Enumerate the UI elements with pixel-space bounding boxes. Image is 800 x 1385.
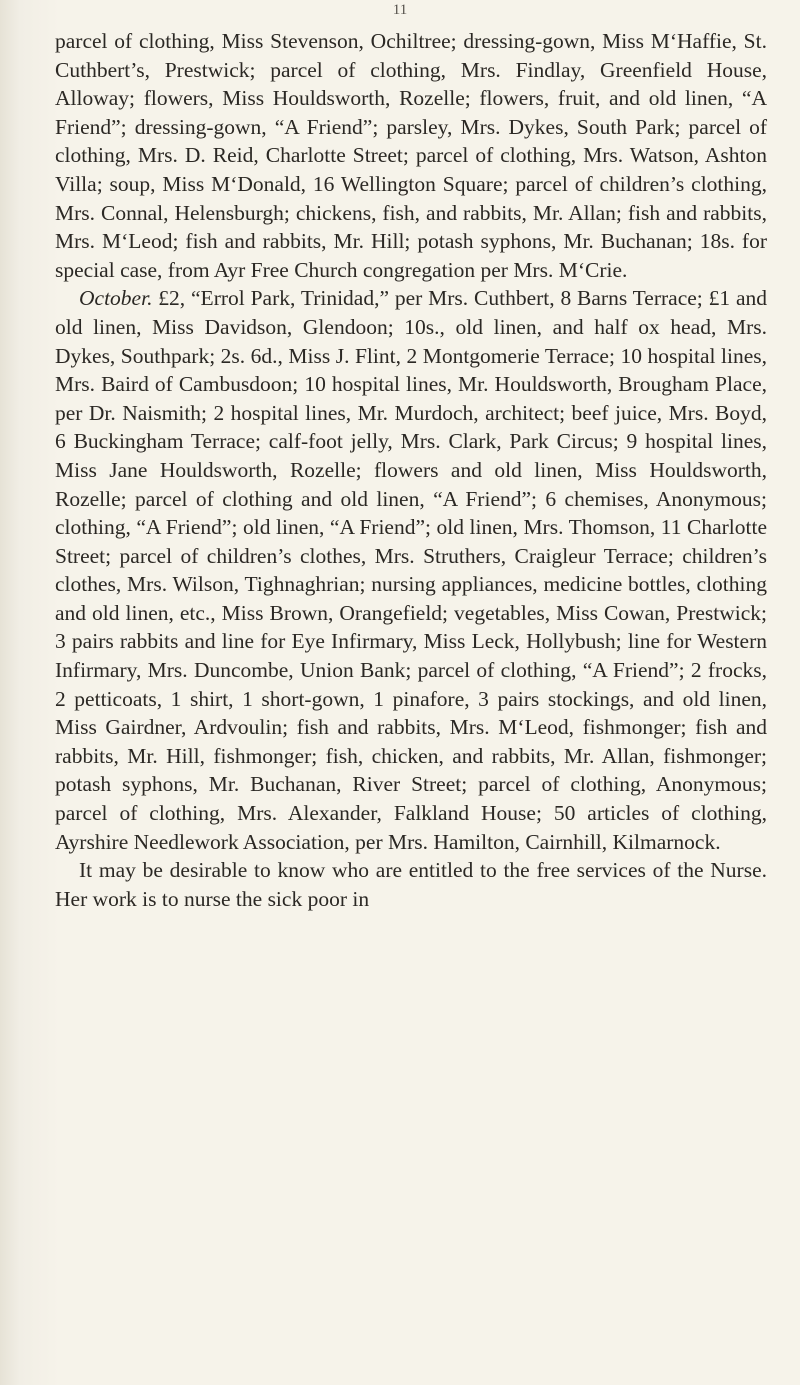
- october-donations-text: £2, “Errol Park, Trinidad,” per Mrs. Cuthbert, 8 Barns Terrace; £1 and old linen, Miss Davidson, Glendoon; 10s., old linen, and half ox head, Mrs. Dykes, Southpark; 2s. 6d., Miss J. Flint, 2 Montgomerie Terrace; 10 hospital lines, Mrs. Baird of Cambusdoon; 10 hospital lines, Mr. Houldsworth, Brougham Place, per Dr. Naismith; 2 hospital lines, Mr. Murdoch, architect; beef juice, Mrs. Boyd, 6 Buckingham Terrace; calf-foot jelly, Mrs. Clark, Park Circus; 9 hospital lines, Miss Jane Houldsworth, Rozelle; flowers and old linen, Miss Houldsworth, Rozelle; parcel of clothing and old linen, “A Friend”; 6 chemises, Anonymous; clothing, “A Friend”; old linen, “A Friend”; old linen, Mrs. Thomson, 11 Charlotte Street; parcel of children’s clothes, Mrs. Struthers, Craigleur Terrace; children’s clothes, Mrs. Wilson, Tighnaghrian; nursing appliances, medicine bottles, clothing and old linen, etc., Miss Brown, Orangefield; vegetables, Miss Cowan, Prestwick; 3 pairs rabbits and line for Eye Infirmary, Miss Leck, Hollybush; line for Western Infirmary, Mrs. Duncombe, Union Bank; parcel of clothing, “A Friend”; 2 frocks, 2 petticoats, 1 shirt, 1 short-gown, 1 pinafore, 3 pairs stockings, and old linen, Miss Gairdner, Ardvoulin; fish and rabbits, Mrs. M‘Leod, fishmonger; fish and rabbits, Mr. Hill, fishmonger; fish, chicken, and rabbits, Mr. Allan, fishmonger; potash syphons, Mr. Buchanan, River Street; parcel of clothing, Anonymous; parcel of clothing, Mrs. Alexander, Falkland House; 50 articles of clothing, Ayrshire Needlework Association, per Mrs. Hamilton, Cairnhill, Kilmarnock.: [55, 286, 767, 854]
- paragraph-september-donations: parcel of clothing, Miss Stevenson, Ochiltree; dressing-gown, Miss M‘Haffie, St. Cuthbert’s, Prestwick; parcel of clothing, Mrs. Findlay, Greenfield House, Alloway; flowers, Miss Houldsworth, Rozelle; flowers, fruit, and old linen, “A Friend”; dressing-gown, “A Friend”; parsley, Mrs. Dykes, South Park; parcel of clothing, Mrs. D. Reid, Charlotte Street; parcel of clothing, Mrs. Watson, Ashton Villa; soup, Miss M‘Donald, 16 Wellington Square; parcel of children’s clothing, Mrs. Connal, Helensburgh; chickens, fish, and rabbits, Mr. Allan; fish and rabbits, Mrs. M‘Leod; fish and rabbits, Mr. Hill; potash syphons, Mr. Buchanan; 18s. for special case, from Ayr Free Church congregation per Mrs. M‘Crie.: [55, 29, 767, 282]
- page-number: 11: [392, 2, 408, 18]
- paragraph-october-donations: [55, 284, 767, 856]
- month-heading: October.: [79, 286, 153, 311]
- body-text: [55, 27, 767, 913]
- paragraph-nurse-services: It may be desirable to know who are entitled to the free services of the Nurse. Her work is to nurse the sick poor in: [55, 858, 767, 911]
